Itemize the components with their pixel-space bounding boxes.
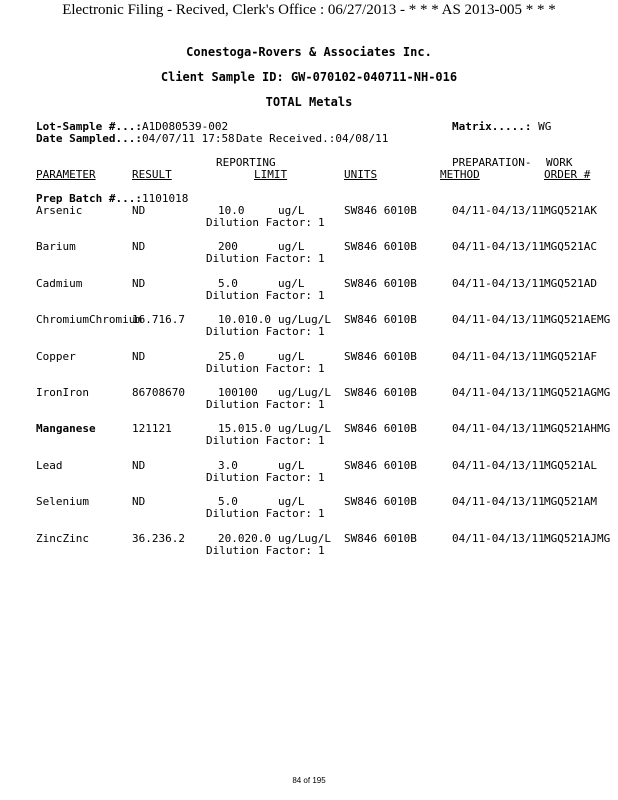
- dilution-factor: [206, 507, 325, 520]
- cell-parameter: ZincZinc: [36, 532, 89, 545]
- cell-limit: 25.0: [218, 350, 245, 363]
- cell-order: MGQ521AGMG: [544, 386, 611, 399]
- cell-order: MGQ521AM: [544, 495, 597, 508]
- lab-name: Conestoga-Rovers & Associates Inc.: [186, 45, 432, 59]
- dilution-label: Dilution Factor:: [206, 398, 312, 411]
- dilution-value: 1: [317, 325, 325, 338]
- cell-dates: 04/11-04/13/11: [452, 277, 545, 290]
- cell-units: ug/L: [278, 350, 305, 363]
- dilution-factor: [206, 289, 325, 302]
- dilution-factor: [206, 434, 325, 447]
- cell-units: ug/L: [278, 459, 305, 472]
- header-units: UNITS: [344, 168, 378, 181]
- cell-limit: 100100: [218, 386, 258, 399]
- header-row: [36, 168, 96, 181]
- cell-method: SW846 6010B: [344, 204, 417, 217]
- cell-parameter: Barium: [36, 240, 76, 253]
- dilution-value: 1: [317, 471, 325, 484]
- dilution-label: Dilution Factor:: [206, 325, 312, 338]
- cell-units: ug/Lug/L: [278, 386, 331, 399]
- cell-method: SW846 6010B: [344, 422, 417, 435]
- dilution-label: Dilution Factor:: [206, 507, 312, 520]
- dilution-label: Dilution Factor:: [206, 434, 312, 447]
- cell-parameter: ChromiumChromium: [36, 313, 142, 326]
- cell-dates: 04/11-04/13/11: [452, 386, 545, 399]
- cell-limit: 15.015.0: [218, 422, 271, 435]
- cell-dates: 04/11-04/13/11: [452, 313, 545, 326]
- cell-parameter: Selenium: [36, 495, 89, 508]
- cell-limit: 20.020.0: [218, 532, 271, 545]
- dilution-factor: [206, 216, 325, 229]
- cell-method: SW846 6010B: [344, 240, 417, 253]
- section-title: TOTAL Metals: [265, 95, 353, 109]
- cell-limit: 10.010.0: [218, 313, 271, 326]
- cell-order: MGQ521AHMG: [544, 422, 611, 435]
- dilution-factor: [206, 544, 325, 557]
- header-reporting: REPORTING: [216, 156, 276, 169]
- dilution-factor: [206, 471, 325, 484]
- cell-result: ND: [132, 459, 146, 472]
- cell-parameter: Cadmium: [36, 277, 83, 290]
- cell-result: ND: [132, 204, 146, 217]
- header-work: WORK: [546, 156, 573, 169]
- dilution-value: 1: [317, 507, 325, 520]
- cell-method: SW846 6010B: [344, 313, 417, 326]
- cell-result: 121121: [132, 422, 172, 435]
- dilution-value: 1: [317, 544, 325, 557]
- cell-limit: 3.0: [218, 459, 238, 472]
- cell-order: MGQ521AJMG: [544, 532, 611, 545]
- cell-units: ug/Lug/L: [278, 313, 331, 326]
- cell-result: ND: [132, 495, 146, 508]
- matrix-value: WG: [538, 120, 552, 133]
- cell-method: SW846 6010B: [344, 459, 417, 472]
- cell-parameter: Copper: [36, 350, 76, 363]
- cell-method: SW846 6010B: [344, 532, 417, 545]
- date-received-value: 04/08/11: [335, 132, 389, 145]
- dilution-factor: [206, 252, 325, 265]
- header-order: ORDER #: [544, 168, 591, 181]
- dilution-label: Dilution Factor:: [206, 289, 312, 302]
- client-sample-id: GW-070102-040711-NH-016: [290, 70, 458, 84]
- cell-dates: 04/11-04/13/11: [452, 350, 545, 363]
- cell-method: SW846 6010B: [344, 495, 417, 508]
- cell-result: 36.236.2: [132, 532, 185, 545]
- cell-dates: 04/11-04/13/11: [452, 422, 545, 435]
- cell-units: ug/Lug/L: [278, 422, 331, 435]
- cell-limit: 200: [218, 240, 238, 253]
- cell-limit: 5.0: [218, 495, 238, 508]
- cell-parameter: Arsenic: [36, 204, 83, 217]
- prep-batch-label: Prep Batch #...:: [36, 192, 142, 205]
- date-received-line: [236, 132, 388, 145]
- dilution-label: Dilution Factor:: [206, 471, 312, 484]
- header-method: METHOD: [440, 168, 480, 181]
- dilution-label: Dilution Factor:: [206, 544, 312, 557]
- cell-parameter: Lead: [36, 459, 63, 472]
- cell-units: ug/L: [278, 277, 305, 290]
- cell-limit: 10.0: [218, 204, 245, 217]
- header-parameter: PARAMETER: [36, 168, 96, 181]
- dilution-factor: [206, 325, 325, 338]
- header-limit: LIMIT: [254, 168, 288, 181]
- dilution-label: Dilution Factor:: [206, 216, 312, 229]
- matrix-line: [452, 120, 551, 133]
- lot-sample-value: A1D080539-002: [141, 120, 229, 133]
- cell-units: ug/L: [278, 204, 305, 217]
- dilution-label: Dilution Factor:: [206, 362, 312, 375]
- cell-method: SW846 6010B: [344, 350, 417, 363]
- cell-order: MGQ521AD: [544, 277, 597, 290]
- dilution-factor: [206, 398, 325, 411]
- lot-sample-label: Lot-Sample #...:: [36, 120, 142, 133]
- cell-order: MGQ521AF: [544, 350, 597, 363]
- cell-dates: 04/11-04/13/11: [452, 532, 545, 545]
- dilution-value: 1: [317, 362, 325, 375]
- client-sample-label: Client Sample ID:: [160, 70, 284, 84]
- cell-dates: 04/11-04/13/11: [452, 495, 545, 508]
- cell-parameter: Manganese: [36, 422, 96, 435]
- cell-units: ug/Lug/L: [278, 532, 331, 545]
- cell-method: SW846 6010B: [344, 277, 417, 290]
- client-sample-line: [0, 71, 618, 84]
- cell-result: ND: [132, 350, 146, 363]
- cell-dates: 04/11-04/13/11: [452, 204, 545, 217]
- dilution-value: 1: [317, 216, 325, 229]
- dilution-factor: [206, 362, 325, 375]
- prep-batch-value: 1101018: [141, 192, 189, 205]
- header-preparation: PREPARATION-: [452, 156, 532, 169]
- dilution-label: Dilution Factor:: [206, 252, 312, 265]
- cell-limit: 5.0: [218, 277, 238, 290]
- cell-order: MGQ521AL: [544, 459, 597, 472]
- dilution-value: 1: [317, 398, 325, 411]
- date-received-label: Date Received.:: [236, 132, 336, 145]
- cell-result: 86708670: [132, 386, 185, 399]
- cell-result: ND: [132, 277, 146, 290]
- cell-units: ug/L: [278, 495, 305, 508]
- cell-method: SW846 6010B: [344, 386, 417, 399]
- cell-result: 16.716.7: [132, 313, 185, 326]
- cell-parameter: IronIron: [36, 386, 89, 399]
- filing-banner: Electronic Filing - Recived, Clerk's Office : 06/27/2013 - * * * AS 2013-005 * * *: [62, 2, 556, 18]
- header-result: RESULT: [132, 168, 172, 181]
- cell-order: MGQ521AC: [544, 240, 597, 253]
- date-sampled-value: 04/07/11 17:58: [141, 132, 235, 145]
- dilution-value: 1: [317, 434, 325, 447]
- cell-units: ug/L: [278, 240, 305, 253]
- dilution-value: 1: [317, 289, 325, 302]
- page-number: 84 of 195: [292, 776, 326, 785]
- cell-dates: 04/11-04/13/11: [452, 459, 545, 472]
- cell-result: ND: [132, 240, 146, 253]
- cell-order: MGQ521AEMG: [544, 313, 611, 326]
- cell-order: MGQ521AK: [544, 204, 597, 217]
- date-sampled-line: [36, 132, 235, 145]
- date-sampled-label: Date Sampled...:: [36, 132, 142, 145]
- cell-dates: 04/11-04/13/11: [452, 240, 545, 253]
- matrix-label: Matrix.....:: [452, 120, 532, 133]
- dilution-value: 1: [317, 252, 325, 265]
